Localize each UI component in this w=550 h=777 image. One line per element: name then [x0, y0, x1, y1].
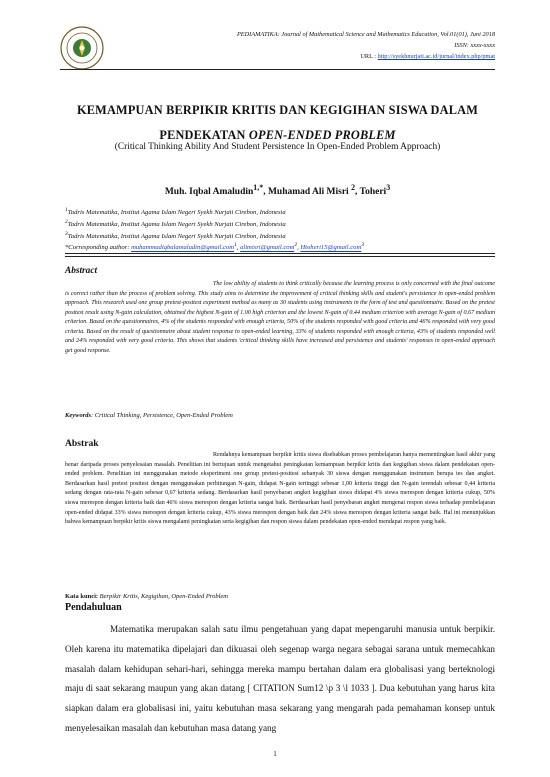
- abstrak-body: Rendahnya kemampuan berpikir kritis siswa disebabkan proses pembelajaran hanya mementingkan hasil akhir yang benar daripada proses penyelesaian masalah. Penelitian ini bertujuan untuk mengetahui peningkatan kemampuan berpikir kritis dan kegigihan siswa dalam pendekatan open-ended problem. Penelitian ini menggunakan metode eksperiment one group pretest-posttest sebanyak 30 siswa dengan menggunakan instrumen berupa tes dan angket. Berdasarkan hasil pretest posttest dengan menggunakan perhitungan N-gain, didapat N-gain tertinggi sebesar 1,00 kriteria tinggi dan N-gain terendah sebesar 0,44 kriteria sedang dengan rata-rata N-gain sebesar 0,67 kriteria sedang. Berdasarkan hasil penyebaran angket kegigihan siswa didapat 4% siswa merespon dengan kriteria cukup, 50% siswa merespon dengan kriteria baik dan 46% siswa merespon dengan kriteria sangat baik. Berdasarkan hasil penyebaran angket mengenai respon siswa terhadap pembelajaran open-ended didapat 33% siswa merespon dengan kriteria cukup, 43% siswa merespon dengan baik dan 24% siswa merespon dengan kriteria sangat baik. Hal ini menunjukkan bahwa kemampuan berpikir kritis siswa mengalami peningkatan serta kegigihan dan respon siswa dalam pendekatan open-ended mendapat respon yang baik.: [65, 452, 495, 526]
- page-number: 1: [273, 750, 277, 758]
- email-link-1[interactable]: muhammadiqbalamaludin@gmail.com: [131, 244, 235, 252]
- affiliation-1-text: Tadris Matematika, Institut Agama Islam Negeri Syekh Nurjati Cirebon, Indonesia: [67, 209, 286, 217]
- keywords-label: Keywords: [65, 412, 91, 419]
- kata-kunci-value: Berpikir Kritis, Kegigihan, Open-Ended Problem: [99, 593, 228, 600]
- journal-url-line: [110, 51, 495, 62]
- affiliation-1: [65, 206, 495, 218]
- affiliation-divider-thin: [65, 256, 495, 257]
- title-line-1: KEMAMPUAN BERPIKIR KRITIS DAN KEGIGIHAN SISWA DALAM: [76, 103, 478, 117]
- author-3: Toheri: [359, 187, 387, 198]
- affiliation-2-sup: 2: [65, 218, 68, 225]
- author-list: Muh. Iqbal Amaludin$^{1,*}$, Muhamad Ali Misri $^2$, Toheri$^3$: [164, 183, 391, 198]
- abstract-heading: Abstract: [65, 266, 98, 276]
- keywords-value: : Critical Thinking, Persistence, Open-Ended Problem: [91, 412, 233, 419]
- intro-paragraph: Matematika merupakan salah satu ilmu pengetahuan yang dapat mepengaruhi manusia untuk berpikir. Oleh karena itu matematika dipelajari dan dikuasai oleh segenap warga negara sebagai sarana untuk memecahkan masalah dalam kehidupan sehari-hari, sehingga mereka mampu bertahan dalam era globalisasi yang berteknologi maju di saat sekarang maupun yang akan datang [ CITATION Sum12 \p 3 \l 1033 ]. Dua kebutuhan yang harus kita siapkan dalam era globalisasi ini, yaitu kebutuhan masa sekarang yang mengarah pada pemahaman konsep untuk menyelesaikan masalah dan kebutuhan masa datang yang: [65, 624, 495, 733]
- affiliation-2: [65, 218, 495, 230]
- header-divider: [60, 69, 495, 70]
- corresponding-author: *Corresponding author: muhammadiqbalamaludin@gmail.com$^1$, alimisri@gmail.com$^2$, Htoheri15@gmail.com$^3$: [65, 242, 364, 252]
- affiliation-3: [65, 230, 495, 242]
- journal-name: PEDIAMATIKA: Journal of Mathematical Science and Mathematics Education, Vol.01(01), Juni 2018: [236, 31, 495, 38]
- email-link-2[interactable]: alimisri@gmail.com: [240, 244, 295, 252]
- journal-issn: ISSN: xxxx-xxxx: [454, 42, 495, 49]
- affiliation-3-text: Tadris Matematika, Institut Agama Islam Negeri Syekh Nurjati Cirebon, Indonesia: [67, 232, 286, 240]
- keywords: [65, 412, 233, 419]
- email-link-3[interactable]: Htoheri15@gmail.com: [300, 244, 362, 252]
- affiliation-3-sup: 3: [65, 230, 68, 237]
- corresponding-label: *Corresponding author:: [65, 244, 132, 252]
- affiliations: [65, 206, 495, 253]
- kata-kunci: [65, 593, 228, 600]
- section-heading-pendahuluan: Pendahuluan: [65, 602, 122, 613]
- journal-url-link[interactable]: http://syekhnurjati.ac.id/jurnal/index.php/pmat: [377, 53, 495, 60]
- university-seal-icon: [60, 26, 104, 70]
- title-line-2-italic: OPEN-ENDED PROBLEM: [248, 128, 396, 142]
- kata-kunci-label: Kata kunci:: [65, 593, 100, 600]
- abstrak-heading: Abstrak: [65, 438, 99, 449]
- affiliation-2-text: Tadris Matematika, Institut Agama Islam Negeri Syekh Nurjati Cirebon, Indonesia: [67, 220, 286, 228]
- author-3-sup: 3: [386, 183, 391, 192]
- author-2: Muhamad Ali Misri: [267, 187, 349, 198]
- author-1-sup: 1,*: [253, 183, 264, 192]
- url-label: URL :: [360, 53, 378, 60]
- author-1: Muh. Iqbal Amaludin: [164, 187, 254, 198]
- title-line-2-text: PENDEKATAN: [159, 128, 249, 142]
- author-2-sup: 2: [351, 183, 356, 192]
- journal-header: [110, 29, 495, 62]
- paper-subtitle: (Critical Thinking Ability And Student Persistence In Open-Ended Problem Approach): [114, 142, 441, 152]
- affiliation-1-sup: 1: [65, 207, 68, 213]
- affiliation-divider: [65, 253, 495, 254]
- abstract-body: The low ability of students to think critically because the learning process is only concerned with the final outcome is correct rather than the process of problem solving. This study aims to determine the improvement of critical thinking skills and student's persistence in open-ended problem approach. This research used one group pretest-posttest experiment method as many as 30 students using instruments in the form of test and questionnaire. Based on the pretest posttest result using N-gain calculation, obtained the highest N-gain of 1.00 high criterion and the lowest N-gain of 0.44 medium criterion with average N-gain of 0.67 medium criterion. Based on the questionnaires, 4% of the students responded with enough criteria, 50% of the students responded with good criteria and 46% responded with very good criteria. Based on the result of questionnaire about student response to open-ended learning, 33% of students responded with enough criteria, 43% of students responded well and 24% responded with very good criteria. This shows that students 'critical thinking skills have increased and persistence and students' responses in open-ended approach get good response.: [65, 281, 495, 354]
